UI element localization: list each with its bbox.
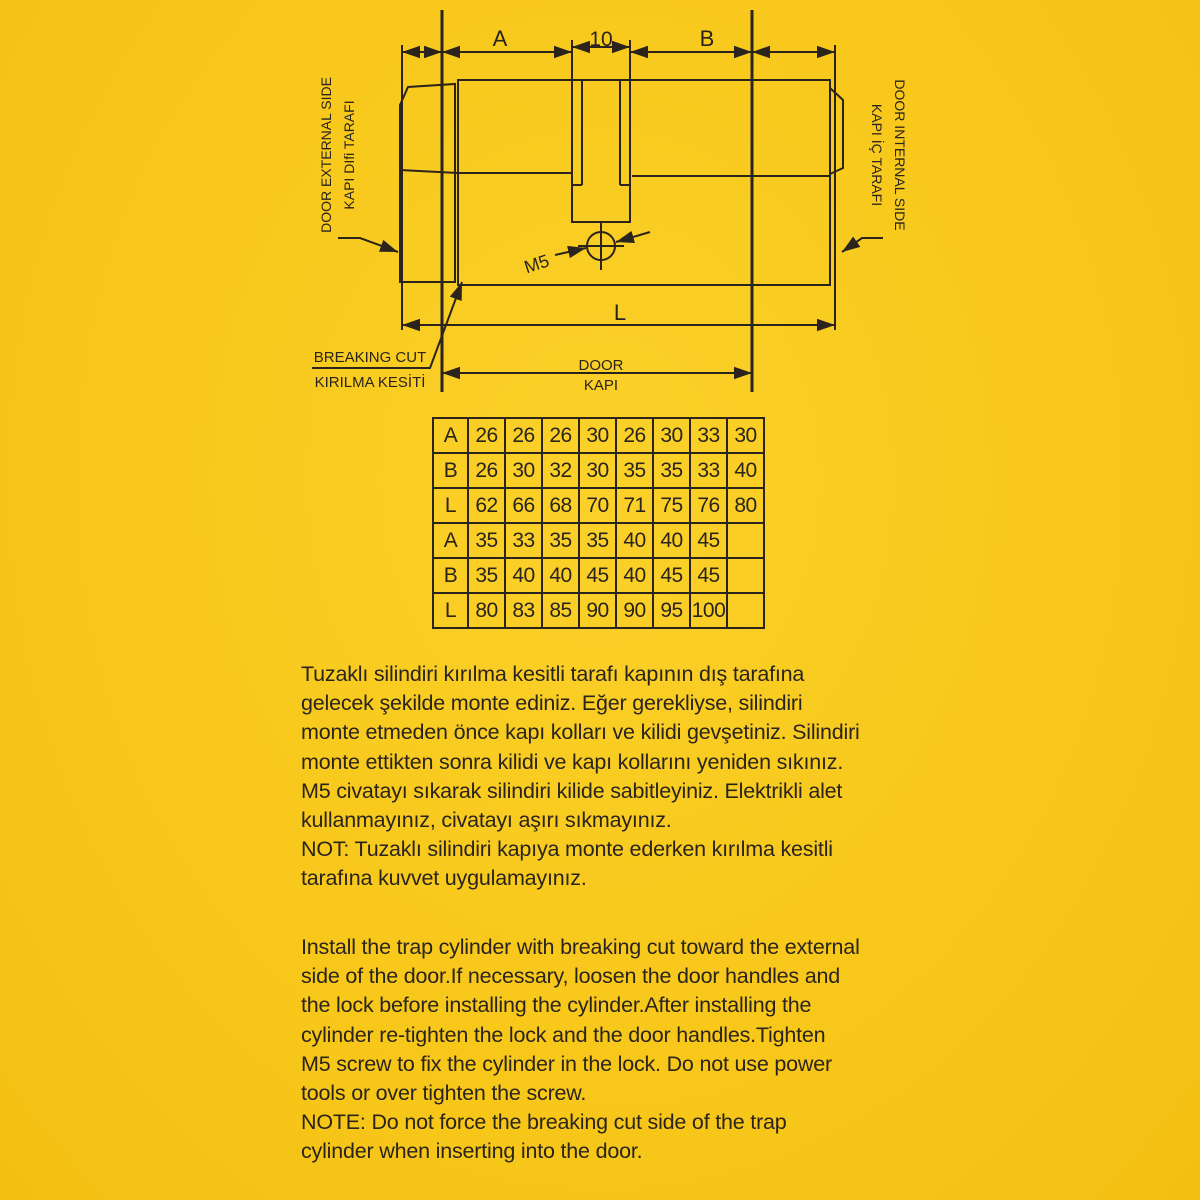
turkish-instructions: Tuzaklı silindiri kırılma kesitli tarafı kapının dış tarafına gelecek şekilde monte ediniz. Eğer gerekliyse, silindiri monte etmeden önce kapı kolları ve kilidi gevşetiniz. Silindiri monte ettikten sonra kilidi ve kapı kollarını yeniden sıkınız. M5 civatayı sıkarak silindiri kilide sabitleyiniz. Elektrikli alet kullanmayınız, civatayı aşırı sıkmayınız. NOT: Tuzaklı silindiri kapıya monte ederken kırılma kesitli tarafına kuvvet uygulamayınız. xyxy=(301,662,860,891)
table-cell: 40 xyxy=(653,523,690,558)
table-cell: 30 xyxy=(653,418,690,453)
table-cell: 30 xyxy=(579,418,616,453)
external-side-label-en: DOOR EXTERNAL SIDE xyxy=(318,77,334,233)
row-label: A xyxy=(433,418,468,453)
internal-side-label-tr: KAPI İÇ TARAFI xyxy=(869,103,885,207)
table-cell: 30 xyxy=(727,418,764,453)
row-label: L xyxy=(433,593,468,628)
door-label-tr: KAPI xyxy=(583,377,619,394)
label-10: 10 xyxy=(589,28,613,51)
breaking-cut-label-en: BREAKING CUT xyxy=(313,349,427,366)
table-cell: 76 xyxy=(690,488,727,523)
table-cell: 90 xyxy=(579,593,616,628)
table-cell: 95 xyxy=(653,593,690,628)
label-b: B xyxy=(699,26,715,51)
breaking-cut-label-tr: KIRILMA KESİTİ xyxy=(314,374,426,391)
dimension-table-body xyxy=(433,418,764,628)
label-m5: M5 xyxy=(521,250,552,278)
table-cell: 26 xyxy=(468,418,505,453)
table-row xyxy=(433,453,764,488)
table-cell: 35 xyxy=(653,453,690,488)
table-row xyxy=(433,523,764,558)
cylinder-left-end xyxy=(400,84,455,282)
table-cell: 40 xyxy=(505,558,542,593)
table-cell: 85 xyxy=(542,593,579,628)
table-cell: 26 xyxy=(616,418,653,453)
row-label: B xyxy=(433,453,468,488)
table-cell: 62 xyxy=(468,488,505,523)
table-cell: 35 xyxy=(579,523,616,558)
table-cell: 66 xyxy=(505,488,542,523)
door-label-en: DOOR xyxy=(578,357,624,374)
external-side-label-tr: KAPI DIfi TARAFI xyxy=(341,100,357,210)
row-label: L xyxy=(433,488,468,523)
table-cell: 30 xyxy=(505,453,542,488)
cylinder-right-end xyxy=(830,88,843,174)
table-cell xyxy=(727,593,764,628)
table-row xyxy=(433,488,764,523)
table-cell xyxy=(727,558,764,593)
table-cell: 40 xyxy=(542,558,579,593)
table-cell: 80 xyxy=(727,488,764,523)
table-cell: 90 xyxy=(616,593,653,628)
table-row xyxy=(433,418,764,453)
cam-slot xyxy=(572,80,630,222)
row-label: B xyxy=(433,558,468,593)
table-cell: 68 xyxy=(542,488,579,523)
internal-side-label-en: DOOR INTERNAL SIDE xyxy=(892,79,908,231)
table-cell: 35 xyxy=(468,523,505,558)
table-cell: 100 xyxy=(690,593,727,628)
table-cell: 26 xyxy=(468,453,505,488)
table-row xyxy=(433,593,764,628)
table-cell: 35 xyxy=(542,523,579,558)
cylinder-diagram xyxy=(0,0,1200,410)
table-cell: 33 xyxy=(690,418,727,453)
table-cell: 35 xyxy=(468,558,505,593)
table-cell: 32 xyxy=(542,453,579,488)
table-cell: 26 xyxy=(542,418,579,453)
table-cell: 71 xyxy=(616,488,653,523)
table-cell: 45 xyxy=(579,558,616,593)
table-cell: 75 xyxy=(653,488,690,523)
table-cell: 40 xyxy=(616,558,653,593)
table-cell: 45 xyxy=(690,558,727,593)
table-cell: 33 xyxy=(505,523,542,558)
table-cell: 35 xyxy=(616,453,653,488)
cylinder-body xyxy=(458,80,830,285)
english-instructions: Install the trap cylinder with breaking cut toward the external side of the door.If necessary, loosen the door handles and the lock before installing the cylinder.After installing the cylinder re-tighten the lock and the door handles.Tighten M5 screw to fix the cylinder in the lock. Do not use power tools or over tighten the screw. NOTE: Do not force the breaking cut side of the trap cylinder when inserting into the door. xyxy=(301,935,860,1164)
table-cell: 40 xyxy=(727,453,764,488)
table-cell: 45 xyxy=(690,523,727,558)
table-cell: 30 xyxy=(579,453,616,488)
dimension-table xyxy=(432,417,765,629)
table-cell: 70 xyxy=(579,488,616,523)
label-a: A xyxy=(492,26,508,51)
table-row xyxy=(433,558,764,593)
row-label: A xyxy=(433,523,468,558)
table-cell: 26 xyxy=(505,418,542,453)
label-l: L xyxy=(613,300,627,325)
table-cell: 33 xyxy=(690,453,727,488)
table-cell: 80 xyxy=(468,593,505,628)
table-cell: 83 xyxy=(505,593,542,628)
table-cell xyxy=(727,523,764,558)
table-cell: 45 xyxy=(653,558,690,593)
table-cell: 40 xyxy=(616,523,653,558)
